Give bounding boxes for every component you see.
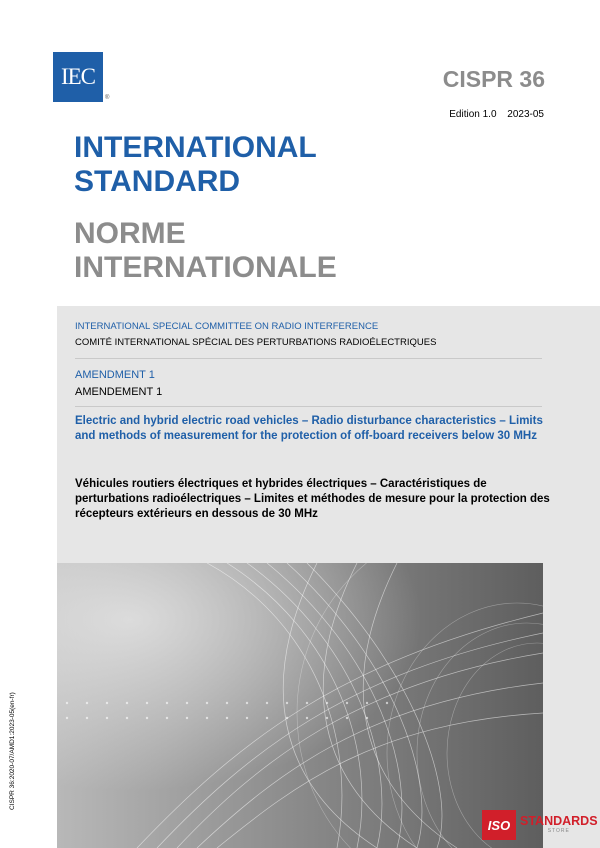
amendment-french: AMENDEMENT 1 (75, 386, 163, 398)
committee-french: COMITÉ INTERNATIONAL SPÉCIAL DES PERTURBATIONS RADIOÉLECTRIQUES (75, 337, 437, 348)
store-name: STANDARDS (520, 814, 598, 828)
iec-logo (53, 52, 103, 102)
title-english (74, 131, 317, 199)
iso-standards-store-badge[interactable] (482, 810, 598, 840)
edition-date: 2023-05 (507, 109, 544, 120)
title-en-line2: STANDARD (74, 165, 241, 198)
committee-english: INTERNATIONAL SPECIAL COMMITTEE ON RADIO INTERFERENCE (75, 321, 379, 332)
subtitle-french: Véhicules routiers électriques et hybrides électriques – Caractéristiques de perturbations radioélectriques – Limites et méthodes de mesure pour la protection des récepteurs extérieurs en dessous de 30 MHz (75, 478, 550, 520)
title-french (74, 217, 337, 285)
divider (75, 406, 542, 407)
iec-logo-text: IEC (60, 64, 96, 89)
store-subtitle: STORE (547, 828, 570, 834)
document-number: CISPR 36 (442, 66, 545, 92)
iso-logo: ISO (482, 810, 516, 840)
amendment-english: AMENDMENT 1 (75, 369, 155, 381)
cover-artwork (57, 563, 543, 848)
store-text (520, 815, 598, 835)
spine-reference: CISPR 36:2020-07/AMD1:2023-05(en-fr) (9, 692, 16, 810)
edition-info (449, 109, 544, 120)
registered-mark: ® (105, 95, 110, 101)
subtitle-english: Electric and hybrid electric road vehicles – Radio disturbance characteristics – Limits and methods of measurement for the protection of off-board receivers below 30 MHz (75, 415, 543, 442)
title-fr-line1: NORME (74, 217, 186, 250)
divider (75, 358, 542, 359)
title-en-line1: INTERNATIONAL (74, 131, 317, 164)
title-fr-line2: INTERNATIONALE (74, 251, 337, 284)
edition-label: Edition 1.0 (449, 109, 497, 120)
